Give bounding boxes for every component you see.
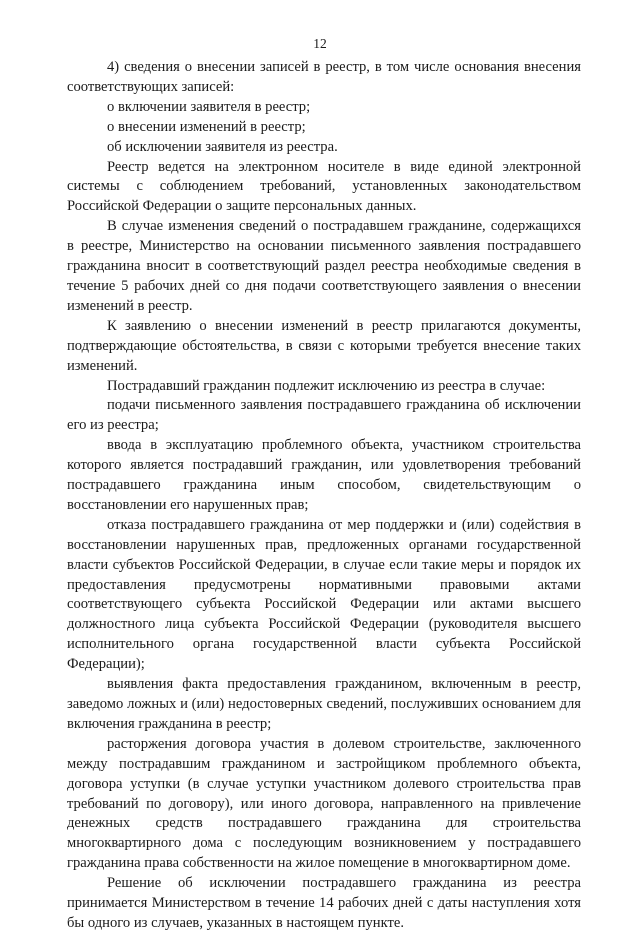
paragraph-entries-info: 4) сведения о внесении записей в реестр, в том числе основания внесения соответствующих записей: (67, 59, 581, 95)
paragraph-exclusion-cases: Пострадавший гражданин подлежит исключению из реестра в случае: (107, 377, 546, 394)
list-item-changes: о внесении изменений в реестр; (107, 118, 306, 135)
exclusion-case-commissioning: ввода в эксплуатацию проблемного объекта, участником строительства которого является пострадавший гражданин, или удовлетворения требований пострадавшего гражданина иным способом, свидетельствующим о восстановлении его нарушенных прав; (67, 437, 581, 513)
paragraph-supporting-documents: К заявлению о внесении изменений в реестр прилагаются документы, подтверждающие обстоятельства, в связи с которыми требуется внесение таких изменений. (67, 317, 581, 374)
list-item-exclusion: об исключении заявителя из реестра. (107, 138, 338, 155)
page-number: 12 (313, 36, 327, 51)
list-item-inclusion: о включении заявителя в реестр; (107, 98, 311, 115)
paragraph-registry-storage: Реестр ведется на электронном носителе в виде единой электронной системы с соблюдением требований, установленных законодательством Российской Федерации о защите персональных данных. (67, 158, 581, 215)
document-body (67, 58, 581, 934)
paragraph-changes-procedure: В случае изменения сведений о пострадавшем гражданине, содержащихся в реестре, Министерство на основании письменного заявления пострадавшего гражданина вносит в соответствующий раздел реестра необходимые сведения в течение 5 рабочих дней со дня подачи соответствующего заявления о внесении изменений в реестр. (67, 218, 581, 314)
exclusion-case-application: подачи письменного заявления пострадавшего гражданина об исключении его из реестра; (67, 397, 581, 434)
paragraph-exclusion-decision: Решение об исключении пострадавшего гражданина из реестра принимается Министерством в течение 14 рабочих дней с даты наступления хотя бы одного из случаев, указанных в настоящем пункте. (67, 875, 581, 931)
exclusion-case-false-information: выявления факта предоставления гражданином, включенным в реестр, заведомо ложных и (или) недостоверных сведений, послуживших основанием для включения гражданина в реестр; (67, 676, 581, 732)
exclusion-case-contract-termination: расторжения договора участия в долевом строительстве, заключенного между пострадавшим гражданином и застройщиком проблемного объекта, договора уступки (в случае уступки участником долевого строительства прав требований по договору), или иного договора, направленного на привлечение денежных средств пострадавшего гражданина для строительства многоквартирного дома с последующим возникновением у пострадавшего гражданина права собственности на жилое помещение в многоквартирном доме. (67, 735, 581, 872)
exclusion-case-refusal: отказа пострадавшего гражданина от мер поддержки и (или) содействия в восстановлении нарушенных прав, предложенных органами государственной власти субъектов Российской Федерации, в случае если такие меры и порядок их предоставления предусмотрены нормативными правовыми актами соответствующего субъекта Российской Федерации или актами высшего должностного лица субъекта Российской Федерации (руководителя высшего исполнительного органа государственной власти субъекта Российской Федерации); (67, 516, 581, 673)
